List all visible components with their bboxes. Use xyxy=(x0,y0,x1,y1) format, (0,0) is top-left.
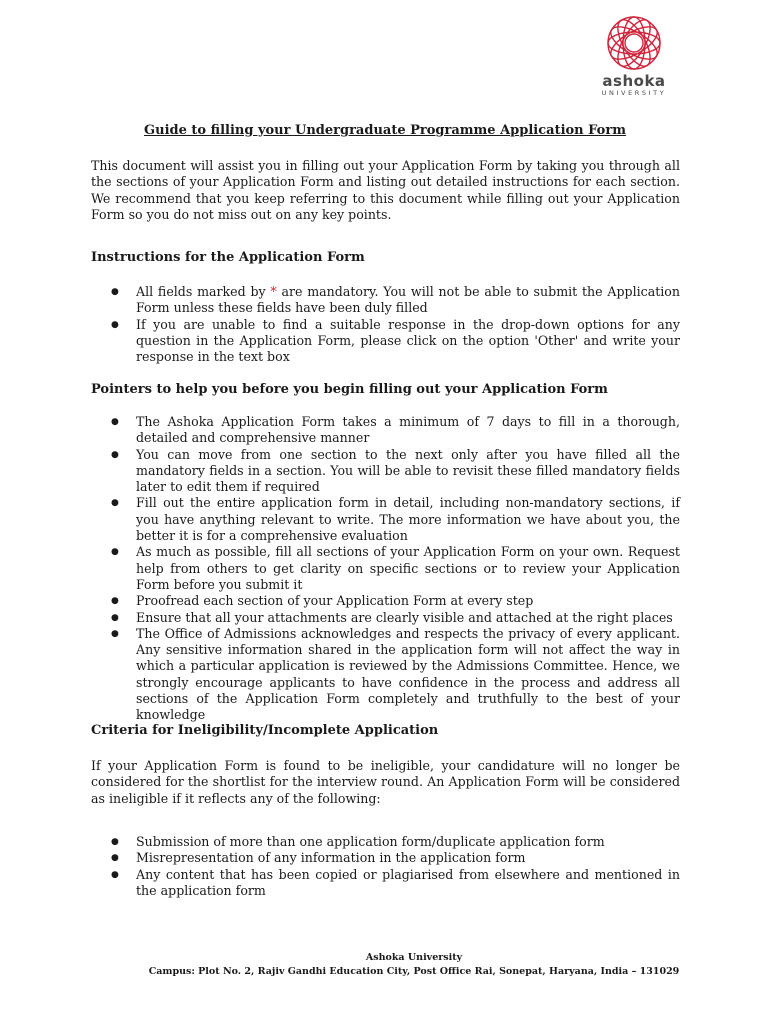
list-item: ● Proofread each section of your Application Form at every step xyxy=(91,593,680,609)
page-title: Guide to filling your Undergraduate Programme Application Form xyxy=(144,123,626,138)
criteria-heading: Criteria for Ineligibility/Incomplete Application xyxy=(91,723,439,738)
footer xyxy=(0,951,770,979)
list-item: ● Ensure that all your attachments are clearly visible and attached at the right places xyxy=(91,610,680,626)
list-item: ● Any content that has been copied or plagiarised from elsewhere and mentioned in the application form xyxy=(91,867,680,900)
logo-subtitle: UNIVERSITY xyxy=(601,89,667,97)
intro-paragraph: This document will assist you in filling out your Application Form by taking you through all the sections of your Application Form and listing out detailed instructions for each section. We recommend that you keep referring to this document while filling out your Application Form so you do not miss out on any key points. xyxy=(91,158,680,222)
list-item-text-pre: All fields marked by xyxy=(136,284,271,299)
list-item: ● Misrepresentation of any information in the application form xyxy=(91,850,680,866)
footer-address: Campus: Plot No. 2, Rajiv Gandhi Education City, Post Office Rai, Sonepat, Haryana, India – 131029 xyxy=(148,966,680,977)
instructions-heading: Instructions for the Application Form xyxy=(91,250,365,265)
ashoka-emblem-icon xyxy=(605,14,663,72)
pointers-heading: Pointers to help you before you begin filling out your Application Form xyxy=(91,382,608,397)
list-item: ● Fill out the entire application form in detail, including non-mandatory sections, if you have anything relevant to write. The more information we have about you, the better it is for a comprehensive evaluation xyxy=(91,495,680,544)
list-item: ● Submission of more than one application form/duplicate application form xyxy=(91,834,680,850)
instructions-list xyxy=(91,284,680,365)
criteria-list xyxy=(91,834,680,899)
list-item xyxy=(91,284,680,317)
mandatory-asterisk: * xyxy=(270,284,277,299)
list-item: ● If you are unable to find a suitable response in the drop-down options for any question in the Application Form, please click on the option 'Other' and write your response in the text box xyxy=(91,317,680,366)
pointers-list xyxy=(91,414,680,724)
footer-org: Ashoka University xyxy=(365,952,463,963)
list-item-text-post: are mandatory. You will not be able to submit the Application Form unless these fields have been duly filled xyxy=(136,284,680,316)
logo-wordmark: ashoka xyxy=(602,72,666,90)
list-item: ● As much as possible, fill all sections of your Application Form on your own. Request help from others to get clarity on specific sections or to review your Application Form before you submit it xyxy=(91,544,680,593)
list-item: ● You can move from one section to the next only after you have filled all the mandatory fields in a section. You will be able to revisit these filled mandatory fields later to edit them if required xyxy=(91,447,680,496)
ashoka-logo xyxy=(594,14,674,97)
list-item: ● The Ashoka Application Form takes a minimum of 7 days to fill in a thorough, detailed and comprehensive manner xyxy=(91,414,680,447)
criteria-intro: If your Application Form is found to be ineligible, your candidature will no longer be considered for the shortlist for the interview round. An Application Form will be considered as ineligible if it reflects any of the following: xyxy=(91,758,680,806)
list-item: ● The Office of Admissions acknowledges and respects the privacy of every applicant. Any sensitive information shared in the application form will not affect the way in which a particular application is reviewed by the Admissions Committee. Hence, we strongly encourage applicants to have confidence in the process and address all sections of the Application Form completely and truthfully to the best of your knowledge xyxy=(91,626,680,724)
